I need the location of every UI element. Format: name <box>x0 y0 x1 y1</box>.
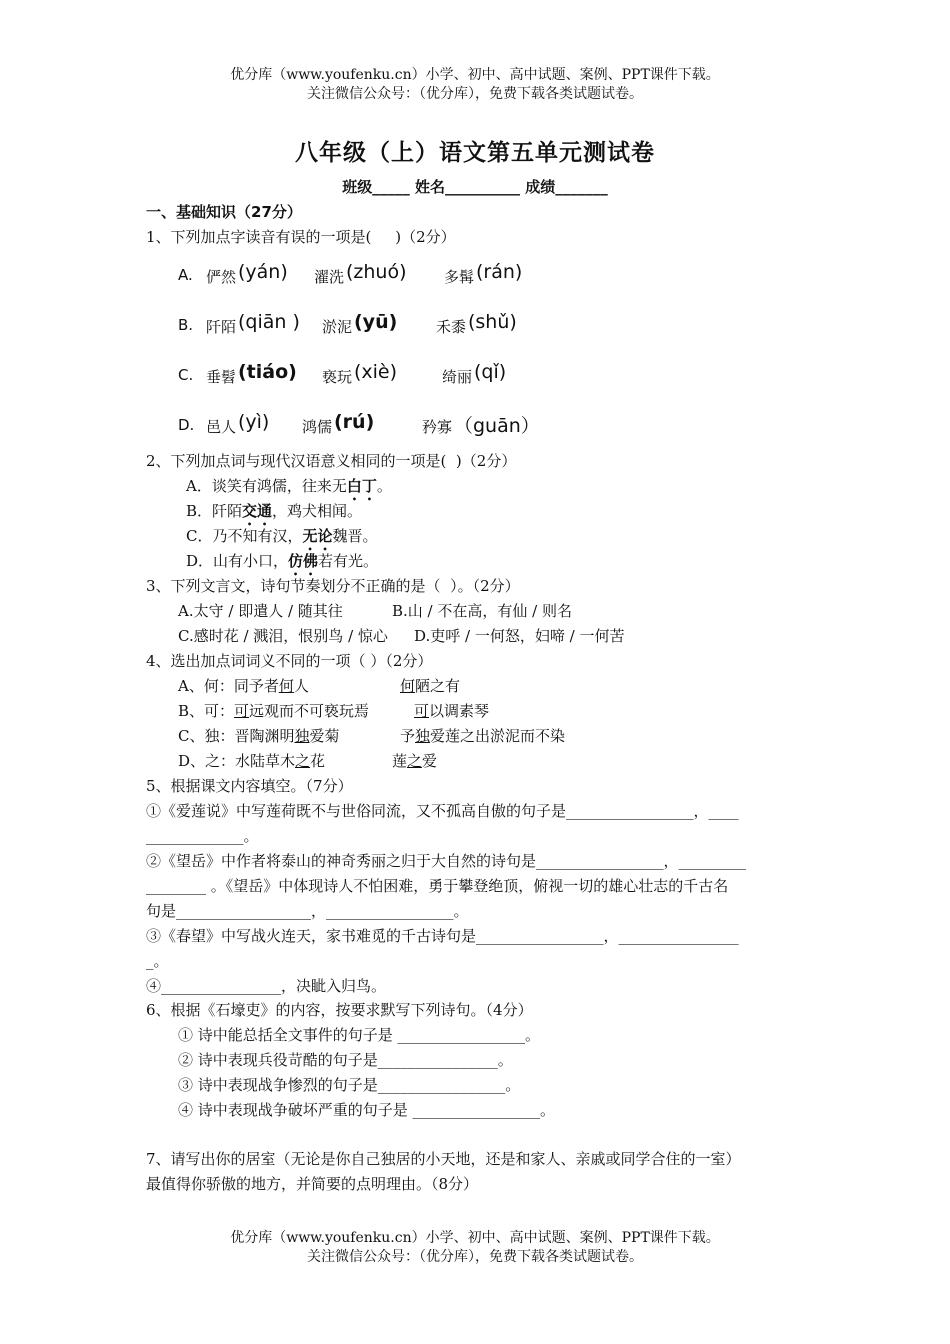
page-footer <box>0 1229 950 1267</box>
q5-line-4: ________ 。《望岳》中体现诗人不怕困难，勇于攀登绝顶，俯视一切的雄心壮志的千古名 <box>146 877 729 895</box>
q4-option-a-part2: 何陋之有 <box>400 677 461 695</box>
q2-stem: 2、下列加点词与现代汉语意义相同的一项是( )（2分） <box>146 452 517 470</box>
q7-line-2: 最值得你骄傲的地方，并简要的点明理由。（8分） <box>146 1175 479 1193</box>
footer-line-1: 优分库（www.youfenku.cn）小学、初中、高中试题、案例、PPT课件下载。 <box>230 1230 720 1246</box>
q6-line-1: ① 诗中能总括全文事件的句子是 _________________。 <box>178 1026 541 1044</box>
q4-option-a-part1: A、何：同予者何人 <box>178 677 309 695</box>
page-title: 八年级（上）语文第五单元测试卷 <box>295 140 655 166</box>
q5-line-7: _。 <box>146 952 169 970</box>
q5-line-5: 句是__________________，_________________。 <box>146 902 469 920</box>
q5-line-3: ②《望岳》中作者将泰山的神奇秀丽之归于大自然的诗句是_________________，_________ <box>146 852 747 870</box>
q2-option-a: A．谈笑有鸿儒，往来无白丁。 <box>186 477 392 495</box>
q3-option-c: C.感时花 / 溅泪，恨别鸟 / 惊心 <box>178 627 388 645</box>
q5-line-6: ③《春望》中写战火连天，家书难觅的千古诗句是_________________，________________ <box>146 927 739 945</box>
q4-option-c-part1: C、独：晋陶渊明独爱菊 <box>178 727 340 745</box>
q4-option-b-part2: 可以调素琴 <box>414 702 490 720</box>
q6-line-2: ② 诗中表现兵役苛酷的句子是________________。 <box>178 1051 513 1069</box>
q3-stem: 3、下列文言文，诗句节奏划分不正确的是（ ）。（2分） <box>146 577 520 595</box>
q2-option-d: D．山有小口，仿佛若有光。 <box>186 552 379 570</box>
q6-line-4: ④ 诗中表现战争破坏严重的句子是 _________________。 <box>178 1101 556 1119</box>
footer-line-2: 关注微信公众号：（优分库），免费下载各类试题试卷。 <box>307 1249 643 1265</box>
q2-option-c: C．乃不知有汉，无论魏晋。 <box>186 527 378 545</box>
header-line-1: 优分库（www.youfenku.cn）小学、初中、高中试题、案例、PPT课件下载。 <box>230 67 720 83</box>
section-basic-knowledge: 一、基础知识（27分） <box>146 203 302 221</box>
q5-line-2: _____________。 <box>146 827 259 845</box>
q4-option-b-part1: B、可：可远观而不可亵玩焉 <box>178 702 370 720</box>
q2-option-b: B．阡陌交通，鸡犬相闻。 <box>186 502 363 520</box>
q6-stem: 6、根据《石壕吏》的内容，按要求默写下列诗句。（4分） <box>146 1001 533 1019</box>
q6-line-3: ③ 诗中表现战争惨烈的句子是_________________。 <box>178 1076 521 1094</box>
q3-option-a: A.太守 / 即遣人 / 随其往 <box>178 602 343 620</box>
q5-stem: 5、根据课文内容填空。（7分） <box>146 777 353 795</box>
q5-line-8: ④________________，决眦入归鸟。 <box>146 977 387 995</box>
q3-option-d: D.吏呼 / 一何怒，妇啼 / 一何苦 <box>414 627 625 645</box>
q5-line-1: ①《爱莲说》中写莲荷既不与世俗同流，又不孤高自傲的句子是_________________，____ <box>146 802 739 820</box>
header-line-2: 关注微信公众号：（优分库），免费下载各类试题试卷。 <box>307 86 643 102</box>
q7-line-1: 7、请写出你的居室（无论是你自己独居的小天地，还是和家人、亲戚或同学合住的一室） <box>146 1150 741 1168</box>
q1-stem: 1、下列加点字读音有误的一项是( )（2分） <box>146 228 456 246</box>
q3-option-b: B.山 / 不在高，有仙 / 则名 <box>392 602 572 620</box>
q4-option-d-part1: D、之：水陆草木之花 <box>178 752 326 770</box>
q4-stem: 4、选出加点词词义不同的一项（ ）（2分） <box>146 652 433 670</box>
q4-option-c-part2: 予独爱莲之出淤泥而不染 <box>400 727 566 745</box>
q4-option-d-part2: 莲之爱 <box>392 752 438 770</box>
page-header <box>0 66 950 104</box>
student-info-line: 班级_____ 姓名__________ 成绩_______ <box>342 178 608 196</box>
